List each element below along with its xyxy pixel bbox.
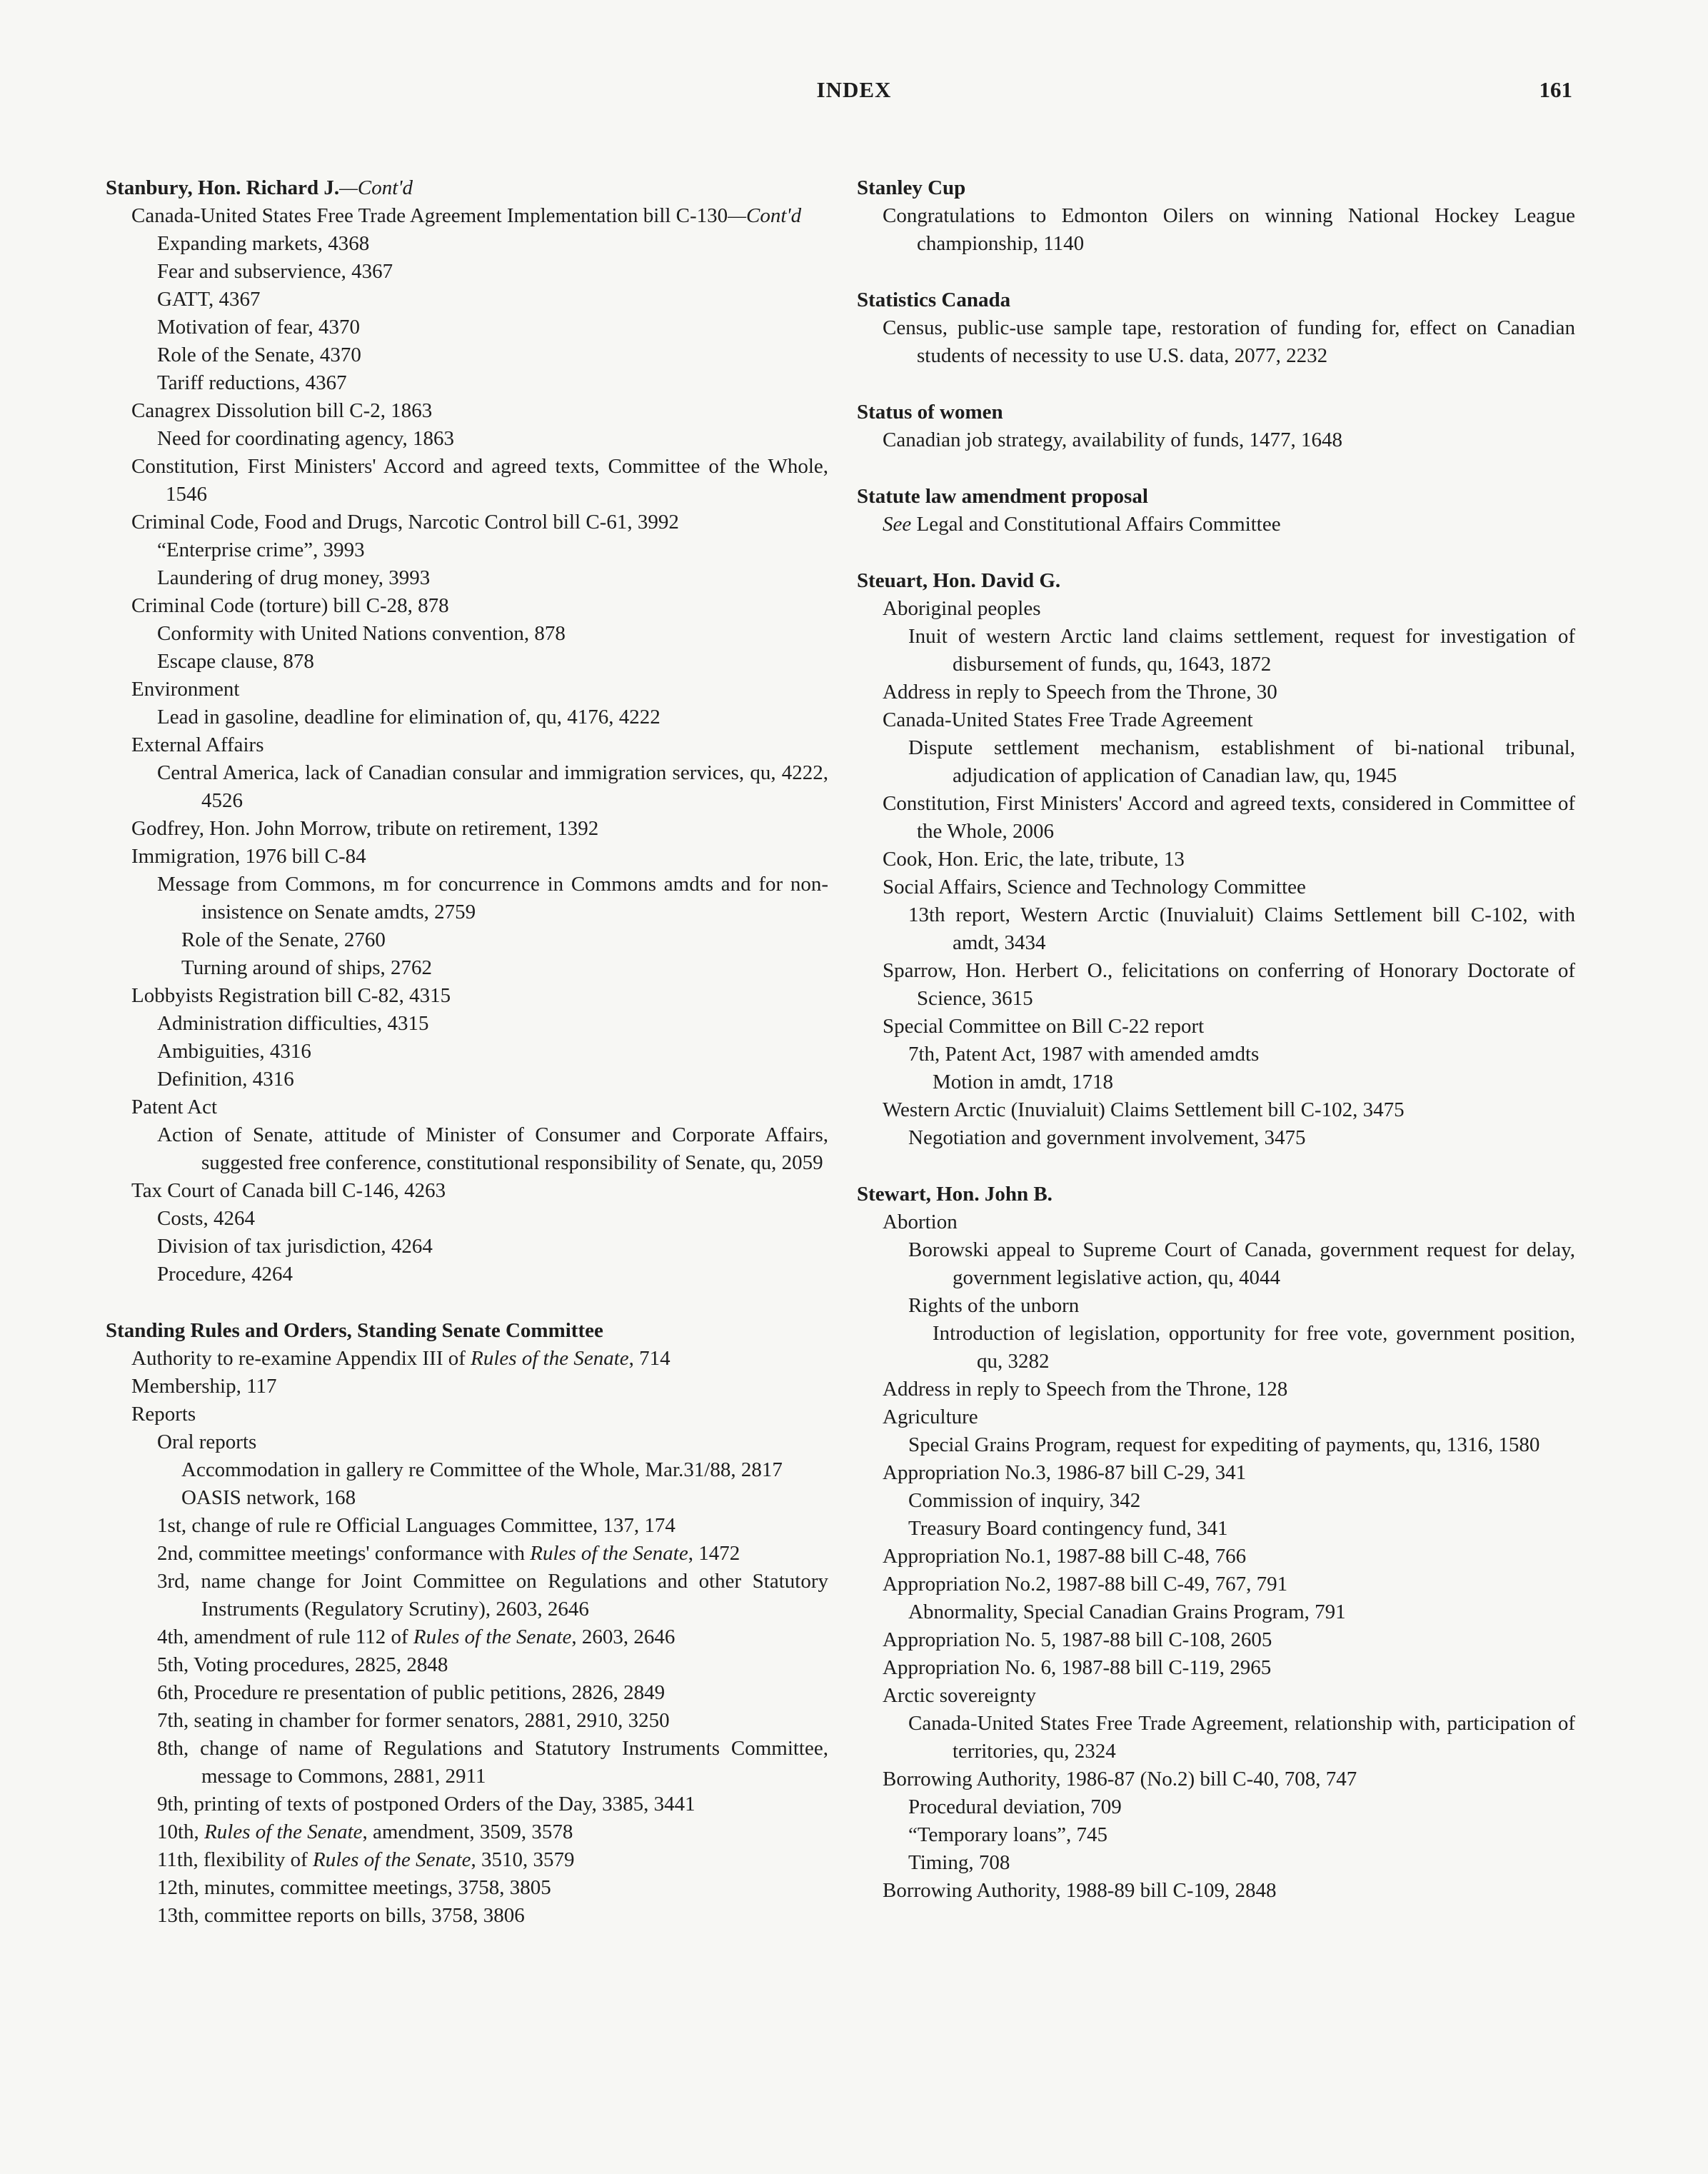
index-entry: Rights of the unborn (908, 1294, 1080, 1317)
index-entry: Escape clause, 878 (157, 650, 314, 673)
index-entry: Negotiation and government involvement, 3475 (908, 1126, 1306, 1149)
index-entry: 1st, change of rule re Official Languages Committee, 137, 174 (157, 1514, 675, 1537)
index-entry: Accommodation in gallery re Committee of the Whole, Mar.31/88, 2817 (181, 1458, 783, 1481)
index-entry: Oral reports (157, 1431, 257, 1453)
index-entry: Appropriation No. 5, 1987-88 bill C-108, 2605 (883, 1628, 1272, 1651)
index-entry: Dispute settlement mechanism, establishment of bi-national tribunal, adjudication of application of Canadian law, qu, 1945 (908, 736, 1575, 787)
index-heading: Stanbury, Hon. Richard J.—Cont'd (106, 176, 413, 199)
index-entry: Motion in amdt, 1718 (933, 1071, 1113, 1093)
index-entry: 12th, minutes, committee meetings, 3758, 3805 (157, 1876, 551, 1899)
index-entry: Ambiguities, 4316 (157, 1040, 311, 1063)
index-section (106, 174, 828, 1288)
index-entry: Tariff reductions, 4367 (157, 371, 347, 394)
index-entry: Action of Senate, attitude of Minister of Consumer and Corporate Affairs, suggested free conference, constitutional responsibility of Senate, qu, 2059 (157, 1123, 828, 1174)
index-entry: Appropriation No.2, 1987-88 bill C-49, 767, 791 (883, 1573, 1288, 1596)
index-entry: Role of the Senate, 4370 (157, 344, 361, 366)
index-entry: Aboriginal peoples (883, 597, 1041, 620)
index-entry: 3rd, name change for Joint Committee on Regulations and other Statutory Instruments (Regulatory Scrutiny), 2603, 2646 (157, 1570, 828, 1621)
index-heading: Steuart, Hon. David G. (857, 569, 1061, 592)
index-entry: Costs, 4264 (157, 1207, 255, 1230)
left-column (106, 174, 828, 1958)
index-entry: Cook, Hon. Eric, the late, tribute, 13 (883, 848, 1185, 871)
index-entry: Central America, lack of Canadian consular and immigration services, qu, 4222, 4526 (157, 761, 828, 812)
index-section (857, 399, 1575, 454)
index-section (857, 174, 1575, 258)
index-entry: Sparrow, Hon. Herbert O., felicitations on conferring of Honorary Doctorate of Science, 3615 (883, 959, 1575, 1010)
index-heading: Stanley Cup (857, 176, 966, 199)
index-entry: Need for coordinating agency, 1863 (157, 427, 455, 450)
index-entry: Census, public-use sample tape, restoration of funding for, effect on Canadian students of necessity to use U.S. data, 2077, 2232 (883, 316, 1575, 367)
index-entry: Lead in gasoline, deadline for elimination of, qu, 4176, 4222 (157, 706, 660, 728)
index-entry: Definition, 4316 (157, 1068, 294, 1091)
index-entry: Commission of inquiry, 342 (908, 1489, 1141, 1512)
index-entry: 8th, change of name of Regulations and Statutory Instruments Committee, message to Commons, 2881, 2911 (157, 1737, 828, 1788)
index-entry: 7th, Patent Act, 1987 with amended amdts (908, 1043, 1260, 1066)
index-entry: Constitution, First Ministers' Accord and agreed texts, Committee of the Whole, 1546 (131, 455, 828, 506)
index-entry: Fear and subservience, 4367 (157, 260, 393, 283)
index-entry: 13th, committee reports on bills, 3758, 3806 (157, 1904, 525, 1927)
page-number: 161 (1539, 77, 1572, 102)
index-entry: Godfrey, Hon. John Morrow, tribute on retirement, 1392 (131, 817, 599, 840)
index-entry: Motivation of fear, 4370 (157, 316, 360, 339)
index-entry: Appropriation No.1, 1987-88 bill C-48, 766 (883, 1545, 1247, 1568)
index-entry: GATT, 4367 (157, 288, 261, 311)
index-entry: Appropriation No.3, 1986-87 bill C-29, 341 (883, 1461, 1247, 1484)
index-entry: Role of the Senate, 2760 (181, 928, 386, 951)
index-entry: Criminal Code (torture) bill C-28, 878 (131, 594, 449, 617)
index-entry: 9th, printing of texts of postponed Orders of the Day, 3385, 3441 (157, 1793, 695, 1815)
index-entry: Timing, 708 (908, 1851, 1010, 1874)
index-entry: Canada-United States Free Trade Agreement Implementation bill C-130—Cont'd (131, 204, 802, 227)
index-entry: Turning around of ships, 2762 (181, 956, 432, 979)
index-entry: “Enterprise crime”, 3993 (157, 539, 365, 561)
index-entry: Introduction of legislation, opportunity for free vote, government position, qu, 3282 (933, 1322, 1575, 1373)
index-heading: Standing Rules and Orders, Standing Senate Committee (106, 1319, 603, 1342)
index-heading: Stewart, Hon. John B. (857, 1183, 1053, 1206)
index-entry: See Legal and Constitutional Affairs Committee (883, 513, 1281, 536)
index-section (106, 1317, 828, 1930)
index-entry: Lobbyists Registration bill C-82, 4315 (131, 984, 451, 1007)
running-title: INDEX (816, 77, 892, 102)
index-entry: Authority to re-examine Appendix III of Rules of the Senate, 714 (131, 1347, 670, 1370)
index-entry: Borrowing Authority, 1988-89 bill C-109, 2848 (883, 1879, 1277, 1902)
index-entry: Canagrex Dissolution bill C-2, 1863 (131, 399, 433, 422)
index-entry: Canadian job strategy, availability of funds, 1477, 1648 (883, 429, 1343, 451)
index-entry: Tax Court of Canada bill C-146, 4263 (131, 1179, 446, 1202)
index-entry: Membership, 117 (131, 1375, 277, 1398)
index-entry: Procedure, 4264 (157, 1263, 293, 1286)
index-entry: Congratulations to Edmonton Oilers on winning National Hockey League championship, 1140 (883, 204, 1575, 255)
index-entry: 13th report, Western Arctic (Inuvialuit) Claims Settlement bill C-102, with amdt, 3434 (908, 903, 1575, 954)
index-entry: Reports (131, 1403, 196, 1426)
index-entry: Canada-United States Free Trade Agreement (883, 708, 1253, 731)
index-entry: 11th, flexibility of Rules of the Senate, 3510, 3579 (157, 1848, 575, 1871)
index-heading: Statistics Canada (857, 289, 1011, 311)
index-entry: 6th, Procedure re presentation of public petitions, 2826, 2849 (157, 1681, 665, 1704)
index-entry: Social Affairs, Science and Technology Committee (883, 876, 1306, 898)
index-entry: Expanding markets, 4368 (157, 232, 370, 255)
index-entry: OASIS network, 168 (181, 1486, 356, 1509)
index-section (857, 483, 1575, 539)
index-entry: Conformity with United Nations convention, 878 (157, 622, 566, 645)
index-entry: Immigration, 1976 bill C-84 (131, 845, 366, 868)
right-column (857, 174, 1575, 1933)
index-entry: 7th, seating in chamber for former senators, 2881, 2910, 3250 (157, 1709, 670, 1732)
index-entry: Arctic sovereignty (883, 1684, 1037, 1707)
index-entry: 5th, Voting procedures, 2825, 2848 (157, 1653, 448, 1676)
index-entry: Address in reply to Speech from the Throne, 30 (883, 681, 1277, 703)
index-entry: Appropriation No. 6, 1987-88 bill C-119, 2965 (883, 1656, 1272, 1679)
index-entry: External Affairs (131, 733, 264, 756)
index-section (857, 1181, 1575, 1905)
index-entry: Borowski appeal to Supreme Court of Canada, government request for delay, government legislative action, qu, 4044 (908, 1238, 1575, 1289)
index-section (857, 567, 1575, 1152)
index-entry: Special Committee on Bill C-22 report (883, 1015, 1205, 1038)
index-entry: Borrowing Authority, 1986-87 (No.2) bill C-40, 708, 747 (883, 1768, 1357, 1790)
index-entry: 2nd, committee meetings' conformance with Rules of the Senate, 1472 (157, 1542, 740, 1565)
index-entry: “Temporary loans”, 745 (908, 1823, 1108, 1846)
index-entry: Treasury Board contingency fund, 341 (908, 1517, 1228, 1540)
index-entry: Canada-United States Free Trade Agreement, relationship with, participation of territories, qu, 2324 (908, 1712, 1575, 1763)
index-entry: Constitution, First Ministers' Accord and agreed texts, considered in Committee of the Whole, 2006 (883, 792, 1575, 843)
index-entry: Western Arctic (Inuvialuit) Claims Settlement bill C-102, 3475 (883, 1098, 1405, 1121)
index-entry: Agriculture (883, 1406, 978, 1428)
page-header (0, 77, 1708, 113)
index-entry: Message from Commons, m for concurrence in Commons amdts and for non-insistence on Senate amdts, 2759 (157, 873, 828, 923)
index-heading: Statute law amendment proposal (857, 485, 1148, 508)
index-entry: Address in reply to Speech from the Throne, 128 (883, 1378, 1288, 1401)
index-entry: Procedural deviation, 709 (908, 1795, 1122, 1818)
index-entry: Laundering of drug money, 3993 (157, 566, 431, 589)
index-entry: Abortion (883, 1211, 958, 1233)
index-entry: Environment (131, 678, 240, 701)
index-entry: 4th, amendment of rule 112 of Rules of the Senate, 2603, 2646 (157, 1626, 675, 1648)
index-entry: Division of tax jurisdiction, 4264 (157, 1235, 433, 1258)
index-entry: 10th, Rules of the Senate, amendment, 3509, 3578 (157, 1820, 573, 1843)
index-entry: Administration difficulties, 4315 (157, 1012, 429, 1035)
index-entry: Special Grains Program, request for expediting of payments, qu, 1316, 1580 (908, 1433, 1540, 1456)
index-section (857, 286, 1575, 370)
index-entry: Patent Act (131, 1096, 218, 1118)
index-entry: Criminal Code, Food and Drugs, Narcotic Control bill C-61, 3992 (131, 511, 679, 534)
index-entry: Abnormality, Special Canadian Grains Program, 791 (908, 1601, 1346, 1623)
index-heading: Status of women (857, 401, 1003, 424)
index-entry: Inuit of western Arctic land claims settlement, request for investigation of disbursement of funds, qu, 1643, 1872 (908, 625, 1575, 676)
